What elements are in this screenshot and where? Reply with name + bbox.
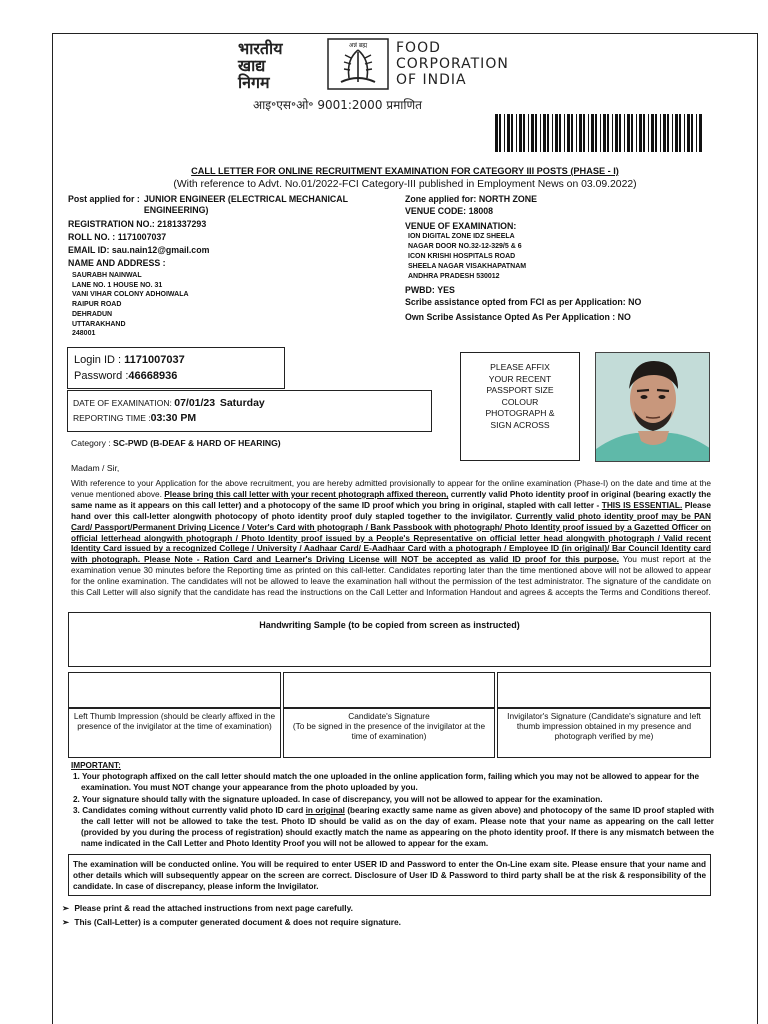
body-text-3: currently valid Photo identity proof in original (bearing exactly the same name as it appears on this call letter) and a photocopy of the same ID proof which you bring in original, stapled with call letter - xyxy=(71,488,711,510)
venue-address xyxy=(408,232,745,282)
barcode-bar xyxy=(639,114,642,152)
page-subtitle: (With reference to Advt. No.01/2022-FCI Category-III published in Employment News on 03.09.2022) xyxy=(173,179,637,190)
barcode-bar xyxy=(624,114,625,152)
important-section xyxy=(71,760,714,850)
barcode-bar xyxy=(687,114,690,152)
salutation: Madam / Sir, xyxy=(71,463,120,473)
barcode-bar xyxy=(535,114,537,152)
zone-value: NORTH ZONE xyxy=(478,194,537,204)
code-row xyxy=(405,206,745,217)
photo-box-line: COLOUR xyxy=(501,396,539,407)
code-label: VENUE CODE: xyxy=(405,206,467,216)
roll-row xyxy=(68,232,388,243)
barcode-bar xyxy=(615,114,618,152)
zone-label: Zone applied for: xyxy=(405,194,477,204)
barcode-bar xyxy=(579,114,582,152)
barcode-bar xyxy=(591,114,594,152)
roll-label: ROLL NO. : xyxy=(68,232,116,242)
name-label: NAME AND ADDRESS : xyxy=(68,258,166,268)
barcode-bar xyxy=(559,114,561,152)
post-label: Post applied for : xyxy=(68,194,140,204)
barcode-bar xyxy=(543,114,546,152)
important-item-3b: in original xyxy=(305,805,345,815)
important-item-3a: 3. Candidates coming without currently valid photo ID card xyxy=(73,805,304,815)
date-value: 07/01/23 xyxy=(174,397,216,409)
photo-box-line: PHOTOGRAPH & xyxy=(485,408,555,419)
address-line: SAURABH NAINWAL xyxy=(72,272,142,279)
venue-line: ION DIGITAL ZONE IDZ SHEELA xyxy=(408,233,515,240)
barcode-bar xyxy=(528,114,529,152)
important-item-3 xyxy=(71,805,714,850)
thumb-impression-box xyxy=(68,672,281,708)
body-text-1: With reference to your Application for the above recruitment, you are hereby admitted provisionally to appear for the online examination (Phase-I) on the date and time at the venue mentioned above. xyxy=(71,478,711,499)
footer-notes xyxy=(62,902,702,929)
barcode-bar xyxy=(667,114,669,152)
important-item-1: 1. Your photograph affixed on the call letter should match the one uploaded in the online application form, failing which you may not be allowed to appear for the examination. You must NOT change your appearance from the photo uploaded by you. xyxy=(73,772,700,793)
photo-box-line: SIGN ACROSS xyxy=(490,419,550,430)
thumb-impression-label xyxy=(68,708,281,758)
candidate-sign-title: Candidate's Signature xyxy=(348,711,430,721)
address-line: VANI VIHAR COLONY ADHOIWALA xyxy=(72,291,189,299)
barcode-bar xyxy=(643,114,645,152)
invigilator-label-text: Invigilator's Signature (Candidate's signature and left thumb impression obtained in my presence and photograph verified by me) xyxy=(507,711,701,741)
barcode-bar xyxy=(523,114,525,152)
barcode-bar xyxy=(675,114,678,152)
hindi-line-1: भारतीय xyxy=(238,39,283,58)
invigilator-signature-label xyxy=(497,708,711,758)
footer-line-2 xyxy=(62,916,702,930)
pwbd-label: PWBD: xyxy=(405,285,435,295)
time-label: REPORTING TIME : xyxy=(73,413,151,423)
category-row xyxy=(71,438,281,448)
reg-row xyxy=(68,219,388,230)
barcode-bar xyxy=(552,114,553,152)
important-item-2: 2. Your signature should tally with the signature uploaded. In case of discrepancy, you will not be allowed to appear for the examination. xyxy=(73,794,603,804)
barcode-bar xyxy=(511,114,513,152)
barcode-bar xyxy=(571,114,573,152)
venue-line: SHEELA NAGAR VISAKHAPATNAM xyxy=(408,263,527,270)
address-line: UTTARAKHAND xyxy=(72,320,126,328)
body-text-2: Please bring this call letter with your recent photograph affixed thereon, xyxy=(164,488,449,499)
barcode-bar xyxy=(531,114,534,152)
barcode-bar xyxy=(696,114,697,152)
barcode-bar xyxy=(672,114,673,152)
barcode-bar xyxy=(636,114,637,152)
day-value: Saturday xyxy=(219,397,265,409)
footer-line-1 xyxy=(62,902,702,916)
password-row xyxy=(74,368,278,384)
footer-text-2: This (Call-Letter) is a computer generated document & does not require signature. xyxy=(74,916,402,927)
barcode-bar xyxy=(516,114,517,152)
date-label: DATE OF EXAMINATION: xyxy=(73,398,172,408)
venue-details xyxy=(405,194,745,323)
address-line: LANE NO. 1 HOUSE NO. 31 xyxy=(72,281,163,289)
barcode-bar xyxy=(576,114,577,152)
barcode-bar xyxy=(507,114,510,152)
footer-text-1: Please print & read the attached instructions from next page carefully. xyxy=(74,903,353,913)
barcode-bar xyxy=(504,114,505,152)
page-title: CALL LETTER FOR ONLINE RECRUITMENT EXAMINATION FOR CATEGORY III POSTS (PHASE - I) xyxy=(191,166,619,176)
barcode-bar xyxy=(663,114,666,152)
photo-box-line: PASSPORT SIZE xyxy=(486,385,554,396)
body-text-6: Currently valid photo identity proof may be PAN Card/ Passport/Permanent Driving Licence / Voter's Card with photograph / Bank Passbook with photograph/ Photo Identity proof issued by a Gazetted Officer on official letterhead alongwith photograph / Photo Identity proof issued by a People's Representative on official letter head alongwith photograph / Valid recent Identity Card issued by a recognized College / University / Aadhaar Card/ E-Aadhaar Card with a photograph / Employee ID (in original)/ Bar Council Identity card with photograph. Please Note - Ration Card and Learner's Driving License will NOT be accepted as valid ID proof for this purpose. xyxy=(71,510,711,565)
venue-label: VENUE OF EXAMINATION: xyxy=(405,221,517,231)
emblem-text: अन्नं ब्रह्म xyxy=(348,42,368,49)
candidate-details xyxy=(68,194,388,339)
photo-box-line: PLEASE AFFIX xyxy=(490,362,550,372)
english-name xyxy=(396,40,556,88)
code-value: 18008 xyxy=(468,206,494,216)
login-box xyxy=(67,347,285,389)
time-row xyxy=(73,411,426,426)
scribe-fci-row xyxy=(405,297,745,308)
zone-row xyxy=(405,194,745,205)
barcode-bar xyxy=(564,114,565,152)
candidate-signature-box xyxy=(283,672,495,708)
barcode-bar xyxy=(499,114,501,152)
photo-box-line: YOUR RECENT xyxy=(488,373,552,384)
email-label: EMAIL ID: xyxy=(68,245,110,255)
hindi-name xyxy=(238,40,328,91)
photo-affix-box xyxy=(460,352,580,461)
email-row xyxy=(68,245,388,256)
barcode-bar xyxy=(600,114,601,152)
important-heading: IMPORTANT: xyxy=(71,761,121,770)
barcode-bar xyxy=(660,114,661,152)
barcode-bar xyxy=(540,114,541,152)
venue-line: ICON KRISHI HOSPITALS ROAD xyxy=(408,253,516,260)
own-scribe-value: NO xyxy=(617,312,631,322)
own-scribe-label: Own Scribe Assistance Opted As Per Application : xyxy=(405,312,616,322)
email-value: sau.nain12@gmail.com xyxy=(111,245,210,255)
reg-value: 2181337293 xyxy=(157,219,207,229)
scribe-fci-label: Scribe assistance opted from FCI as per Application: xyxy=(405,297,626,307)
barcode-icon xyxy=(493,114,705,152)
english-line-3: OF INDIA xyxy=(396,72,467,88)
address-line: 248001 xyxy=(72,330,96,338)
pwbd-row xyxy=(405,285,745,296)
date-row xyxy=(73,396,426,411)
login-row xyxy=(74,352,278,368)
thumb-label-text: Left Thumb Impression (should be clearly affixed in the presence of the invigilator at the time of examination) xyxy=(73,711,276,731)
post-row xyxy=(68,194,388,216)
barcode-bar xyxy=(607,114,609,152)
barcode-bar xyxy=(627,114,630,152)
english-line-1: FOOD xyxy=(396,40,441,56)
password-value: 46668936 xyxy=(128,370,178,382)
category-value: SC-PWD (B-DEAF & HARD OF HEARING) xyxy=(113,438,281,448)
venue-line: ANDHRA PRADESH 530012 xyxy=(408,273,500,280)
candidate-photo xyxy=(595,352,710,462)
online-exam-note xyxy=(68,854,711,896)
address-line: DEHRADUN xyxy=(72,310,113,318)
category-label: Category : xyxy=(71,438,111,448)
hindi-line-2: खाद्य xyxy=(238,56,266,75)
arrow-right-icon: ➢ xyxy=(62,903,70,913)
barcode-bar xyxy=(567,114,570,152)
instructions-paragraph xyxy=(71,478,711,598)
post-value: JUNIOR ENGINEER (ELECTRICAL MECHANICAL ENGINEERING) xyxy=(143,194,348,215)
login-value: 1171007037 xyxy=(124,354,185,366)
invigilator-signature-box xyxy=(497,672,711,708)
scribe-fci-value: NO xyxy=(628,297,642,307)
own-scribe-row xyxy=(405,312,745,323)
candidate-sign-note: (To be signed in the presence of the invigilator at the time of examination) xyxy=(292,721,486,741)
barcode-bar xyxy=(699,114,702,152)
handwriting-sample-box xyxy=(68,612,711,667)
barcode-bar xyxy=(631,114,633,152)
password-label: Password : xyxy=(74,370,129,382)
barcode-bar xyxy=(547,114,549,152)
time-value: 03:30 PM xyxy=(150,412,197,424)
barcode-bar xyxy=(651,114,654,152)
address-block xyxy=(72,271,388,339)
barcode-bar xyxy=(679,114,681,152)
login-label: Login ID : xyxy=(74,354,122,366)
body-text-5: Please hand over this call-letter alongwith photocopy of photo identity proof duly stapled together to the invigilator. xyxy=(71,499,711,521)
barcode-bar xyxy=(519,114,522,152)
body-text-4: THIS IS ESSENTIAL. xyxy=(601,499,683,510)
barcode-bar xyxy=(603,114,606,152)
venue-line: NAGAR DOOR NO.32-12-329/5 & 6 xyxy=(408,243,522,250)
address-line: RAIPUR ROAD xyxy=(72,301,122,309)
handwriting-title: Handwriting Sample (to be copied from screen as instructed) xyxy=(259,620,520,630)
online-note-text: The examination will be conducted online. You will be required to enter USER ID and Password to enter the On-Line exam site. Please ensure that your name and other details which will subsequently appear on the screen are correct. Disclosure of User ID & Password to third party shall be at the risk & responsibility of the candidate. In case of discrepancy, please inform the Invigilator. xyxy=(73,860,706,892)
barcode-bar xyxy=(583,114,585,152)
fci-emblem-icon xyxy=(327,38,389,90)
arrow-right-icon: ➢ xyxy=(62,916,70,927)
exam-date-box xyxy=(67,390,432,432)
english-line-2: CORPORATION xyxy=(396,56,509,72)
candidate-signature-label xyxy=(283,708,495,758)
body-text-7: You must report at the examination venue 30 minutes before the Reporting time as printed on this call-letter. Candidates reporting later than the time mentioned above will not be allowed to appear for the online examination. The candidates will not be allowed to leave the examination hall without the permission of the test administrator. The signature of the candidate on this Call Letter will also signify that the candidate has read the instructions on the Call Letter and Information Handout and agrees & accepts the Terms and Conditions thereof. xyxy=(71,554,712,598)
barcode-bar xyxy=(648,114,649,152)
barcode-bar xyxy=(691,114,693,152)
barcode-bar xyxy=(684,114,685,152)
important-item-3c: (bearing exactly same name as given above) and photocopy of the same ID proof stapled with the call letter will not be allowed to take the test. Photo ID should be valid as on the day of exam. Please note that your name as appearing on the call letter (provided by you during the process of registration) should exactly match the name as appearing on the photo identity proof. If there is any mismatch between the name indicated in the Call Letter and Photo Identity Proof you will not be allowed to appear for the exam. xyxy=(81,805,715,849)
barcode-bar xyxy=(588,114,589,152)
barcode-bar xyxy=(612,114,613,152)
barcode-bar xyxy=(495,114,498,152)
reg-label: REGISTRATION NO.: xyxy=(68,219,155,229)
iso-certification: आइ॰एस॰ओ॰ 9001:2000 प्रमाणित xyxy=(253,98,423,112)
barcode-bar xyxy=(595,114,597,152)
barcode-bar xyxy=(619,114,621,152)
barcode-bar xyxy=(555,114,558,152)
barcode-bar xyxy=(655,114,657,152)
pwbd-value: YES xyxy=(437,285,455,295)
hindi-line-3: निगम xyxy=(238,73,270,92)
roll-value: 1171007037 xyxy=(117,232,167,242)
